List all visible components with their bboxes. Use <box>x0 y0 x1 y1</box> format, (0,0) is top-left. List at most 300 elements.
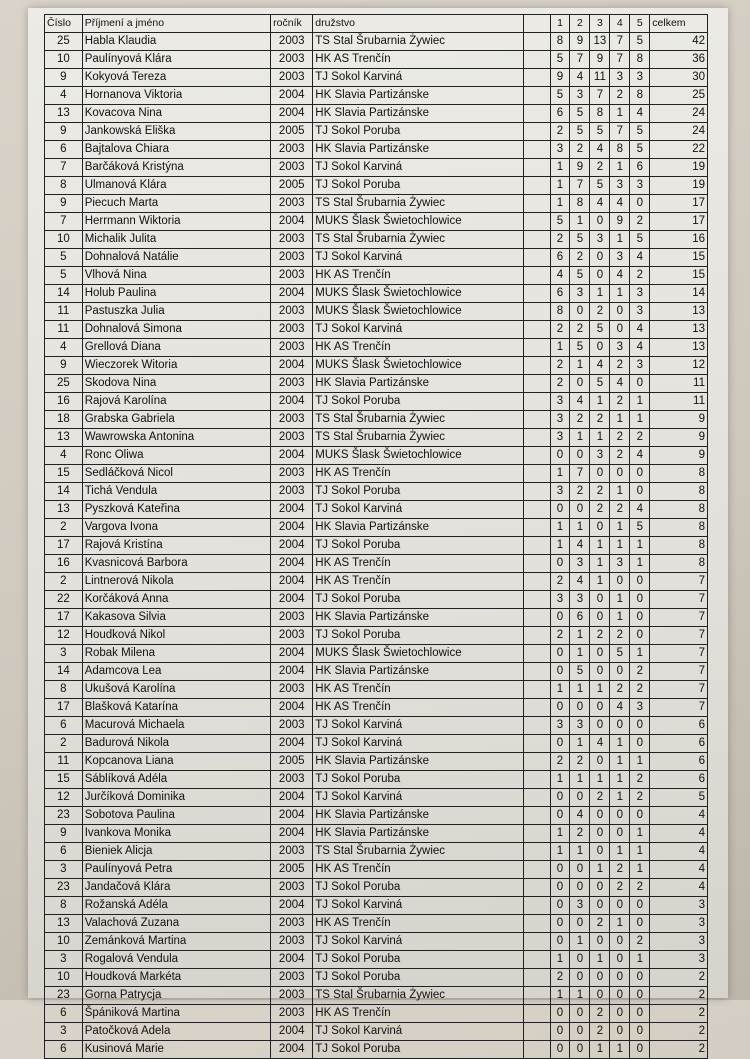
cell-score-3: 1 <box>590 771 610 789</box>
cell-total: 9 <box>650 447 708 465</box>
cell-team: MUKS Šlask Šwietochlowice <box>313 303 524 321</box>
cell-score-5: 0 <box>630 1041 650 1059</box>
table-row <box>45 375 708 393</box>
cell-gap <box>523 879 550 897</box>
cell-name: Lintnerová Nikola <box>82 573 270 591</box>
cell-gap <box>523 357 550 375</box>
cell-total: 30 <box>650 69 708 87</box>
cell-score-1: 5 <box>550 51 570 69</box>
cell-rocnik: 2003 <box>271 987 313 1005</box>
cell-score-4: 7 <box>610 123 630 141</box>
cell-score-5: 2 <box>630 663 650 681</box>
cell-score-5: 0 <box>630 573 650 591</box>
cell-total: 15 <box>650 249 708 267</box>
table-row <box>45 591 708 609</box>
cell-total: 6 <box>650 753 708 771</box>
cell-cislo: 3 <box>45 951 83 969</box>
cell-cislo: 12 <box>45 789 83 807</box>
header-cislo: Číslo <box>45 15 83 33</box>
cell-rocnik: 2004 <box>271 87 313 105</box>
cell-score-1: 0 <box>550 1005 570 1023</box>
cell-total: 3 <box>650 897 708 915</box>
table-row <box>45 303 708 321</box>
cell-gap <box>523 735 550 753</box>
cell-score-4: 2 <box>610 447 630 465</box>
cell-score-5: 4 <box>630 105 650 123</box>
table-row <box>45 69 708 87</box>
cell-total: 6 <box>650 735 708 753</box>
cell-rocnik: 2004 <box>271 357 313 375</box>
cell-score-5: 5 <box>630 123 650 141</box>
cell-total: 13 <box>650 303 708 321</box>
cell-rocnik: 2003 <box>271 879 313 897</box>
cell-team: TJ Sokol Poruba <box>313 483 524 501</box>
cell-score-4: 9 <box>610 213 630 231</box>
cell-rocnik: 2003 <box>271 159 313 177</box>
cell-team: HK Slavia Partizánske <box>313 663 524 681</box>
cell-score-5: 2 <box>630 879 650 897</box>
cell-score-4: 1 <box>610 843 630 861</box>
cell-name: Rajová Kristína <box>82 537 270 555</box>
cell-score-5: 0 <box>630 969 650 987</box>
cell-score-1: 2 <box>550 123 570 141</box>
cell-total: 11 <box>650 375 708 393</box>
cell-name: Kovacova Nina <box>82 105 270 123</box>
cell-score-5: 3 <box>630 699 650 717</box>
cell-team: TJ Sokol Poruba <box>313 969 524 987</box>
cell-name: Macurová Michaela <box>82 717 270 735</box>
cell-score-3: 5 <box>590 177 610 195</box>
cell-cislo: 10 <box>45 51 83 69</box>
cell-cislo: 11 <box>45 321 83 339</box>
cell-score-5: 3 <box>630 303 650 321</box>
cell-score-1: 0 <box>550 735 570 753</box>
cell-score-4: 4 <box>610 267 630 285</box>
cell-total: 7 <box>650 663 708 681</box>
cell-rocnik: 2004 <box>271 213 313 231</box>
cell-name: Kakasova Silvia <box>82 609 270 627</box>
cell-score-2: 0 <box>570 1023 590 1041</box>
table-row <box>45 141 708 159</box>
cell-score-3: 2 <box>590 627 610 645</box>
cell-team: TJ Sokol Karviná <box>313 789 524 807</box>
cell-name: Adamcova Lea <box>82 663 270 681</box>
cell-team: HK AS Trenčín <box>313 267 524 285</box>
cell-score-4: 0 <box>610 951 630 969</box>
cell-gap <box>523 195 550 213</box>
cell-score-5: 1 <box>630 411 650 429</box>
cell-cislo: 4 <box>45 339 83 357</box>
cell-score-4: 1 <box>610 159 630 177</box>
cell-score-5: 1 <box>630 861 650 879</box>
cell-name: Grellová Diana <box>82 339 270 357</box>
cell-team: HK AS Trenčín <box>313 339 524 357</box>
cell-score-3: 0 <box>590 645 610 663</box>
cell-score-2: 0 <box>570 861 590 879</box>
cell-score-4: 7 <box>610 51 630 69</box>
cell-score-1: 6 <box>550 105 570 123</box>
cell-score-3: 1 <box>590 555 610 573</box>
cell-score-5: 8 <box>630 87 650 105</box>
cell-cislo: 2 <box>45 573 83 591</box>
cell-name: Pyszková Kateřina <box>82 501 270 519</box>
cell-score-1: 0 <box>550 447 570 465</box>
cell-score-1: 1 <box>550 195 570 213</box>
cell-score-1: 2 <box>550 969 570 987</box>
cell-total: 4 <box>650 861 708 879</box>
cell-rocnik: 2003 <box>271 321 313 339</box>
cell-score-5: 1 <box>630 951 650 969</box>
cell-rocnik: 2004 <box>271 501 313 519</box>
cell-cislo: 10 <box>45 933 83 951</box>
cell-score-3: 1 <box>590 1041 610 1059</box>
cell-score-2: 1 <box>570 681 590 699</box>
cell-score-1: 2 <box>550 627 570 645</box>
table-row <box>45 753 708 771</box>
cell-score-2: 1 <box>570 429 590 447</box>
cell-team: HK AS Trenčín <box>313 915 524 933</box>
cell-score-5: 5 <box>630 231 650 249</box>
cell-score-3: 7 <box>590 87 610 105</box>
cell-score-2: 6 <box>570 609 590 627</box>
cell-score-5: 8 <box>630 51 650 69</box>
header-s2: 2 <box>570 15 590 33</box>
cell-score-5: 0 <box>630 465 650 483</box>
cell-team: TJ Sokol Karviná <box>313 933 524 951</box>
table-row <box>45 807 708 825</box>
cell-rocnik: 2003 <box>271 429 313 447</box>
cell-cislo: 15 <box>45 465 83 483</box>
cell-team: TS Stal Šrubarnia Żywiec <box>313 33 524 51</box>
cell-gap <box>523 645 550 663</box>
cell-score-4: 1 <box>610 591 630 609</box>
cell-team: TS Stal Šrubarnia Żywiec <box>313 843 524 861</box>
cell-score-3: 1 <box>590 681 610 699</box>
cell-name: Blašková Katarína <box>82 699 270 717</box>
cell-score-3: 5 <box>590 375 610 393</box>
cell-score-1: 0 <box>550 807 570 825</box>
cell-score-4: 0 <box>610 807 630 825</box>
cell-gap <box>523 321 550 339</box>
cell-total: 7 <box>650 645 708 663</box>
cell-cislo: 8 <box>45 177 83 195</box>
cell-score-4: 4 <box>610 699 630 717</box>
cell-rocnik: 2003 <box>271 609 313 627</box>
cell-score-2: 3 <box>570 555 590 573</box>
cell-score-5: 1 <box>630 537 650 555</box>
cell-score-1: 0 <box>550 555 570 573</box>
table-row <box>45 105 708 123</box>
cell-team: TJ Sokol Poruba <box>313 591 524 609</box>
cell-total: 12 <box>650 357 708 375</box>
cell-gap <box>523 177 550 195</box>
cell-gap <box>523 33 550 51</box>
cell-total: 6 <box>650 771 708 789</box>
cell-score-5: 0 <box>630 609 650 627</box>
cell-cislo: 6 <box>45 1005 83 1023</box>
table-row <box>45 123 708 141</box>
cell-rocnik: 2004 <box>271 789 313 807</box>
cell-score-4: 2 <box>610 861 630 879</box>
cell-score-2: 3 <box>570 897 590 915</box>
cell-cislo: 9 <box>45 123 83 141</box>
cell-cislo: 14 <box>45 483 83 501</box>
cell-score-1: 3 <box>550 429 570 447</box>
cell-score-4: 0 <box>610 987 630 1005</box>
table-row <box>45 357 708 375</box>
cell-score-1: 6 <box>550 249 570 267</box>
table-row <box>45 1023 708 1041</box>
cell-name: Ivankova Monika <box>82 825 270 843</box>
cell-total: 4 <box>650 825 708 843</box>
cell-score-3: 0 <box>590 969 610 987</box>
cell-score-1: 0 <box>550 699 570 717</box>
cell-rocnik: 2003 <box>271 717 313 735</box>
table-row <box>45 933 708 951</box>
cell-score-2: 7 <box>570 465 590 483</box>
cell-team: HK Slavia Partizánske <box>313 807 524 825</box>
cell-name: Vargova Ivona <box>82 519 270 537</box>
table-row <box>45 537 708 555</box>
table-row <box>45 249 708 267</box>
cell-score-2: 0 <box>570 879 590 897</box>
cell-cislo: 16 <box>45 393 83 411</box>
cell-total: 36 <box>650 51 708 69</box>
cell-score-1: 1 <box>550 537 570 555</box>
cell-score-5: 4 <box>630 501 650 519</box>
table-row <box>45 195 708 213</box>
cell-score-3: 0 <box>590 519 610 537</box>
cell-cislo: 14 <box>45 663 83 681</box>
cell-score-5: 3 <box>630 69 650 87</box>
cell-score-2: 0 <box>570 1041 590 1059</box>
cell-score-3: 11 <box>590 69 610 87</box>
cell-team: TJ Sokol Poruba <box>313 1041 524 1059</box>
cell-total: 8 <box>650 537 708 555</box>
cell-rocnik: 2003 <box>271 465 313 483</box>
cell-score-5: 1 <box>630 843 650 861</box>
cell-score-3: 9 <box>590 51 610 69</box>
cell-name: Paulínyová Klára <box>82 51 270 69</box>
cell-cislo: 9 <box>45 69 83 87</box>
cell-cislo: 6 <box>45 141 83 159</box>
cell-score-4: 4 <box>610 195 630 213</box>
table-row <box>45 951 708 969</box>
cell-score-2: 1 <box>570 357 590 375</box>
cell-name: Kusinová Marie <box>82 1041 270 1059</box>
cell-total: 8 <box>650 519 708 537</box>
cell-rocnik: 2004 <box>271 591 313 609</box>
cell-score-4: 0 <box>610 573 630 591</box>
cell-score-4: 5 <box>610 645 630 663</box>
cell-rocnik: 2003 <box>271 51 313 69</box>
cell-rocnik: 2005 <box>271 177 313 195</box>
cell-score-4: 2 <box>610 627 630 645</box>
cell-total: 4 <box>650 807 708 825</box>
cell-cislo: 13 <box>45 915 83 933</box>
cell-rocnik: 2004 <box>271 519 313 537</box>
table-row <box>45 51 708 69</box>
cell-score-2: 3 <box>570 285 590 303</box>
table-row <box>45 789 708 807</box>
cell-score-1: 3 <box>550 483 570 501</box>
cell-total: 7 <box>650 681 708 699</box>
cell-score-4: 8 <box>610 141 630 159</box>
table-row <box>45 897 708 915</box>
cell-team: HK AS Trenčín <box>313 861 524 879</box>
cell-total: 3 <box>650 933 708 951</box>
table-row <box>45 87 708 105</box>
cell-team: TS Stal Šrubarnia Żywiec <box>313 231 524 249</box>
cell-score-2: 7 <box>570 177 590 195</box>
cell-score-1: 0 <box>550 609 570 627</box>
cell-gap <box>523 87 550 105</box>
cell-score-3: 1 <box>590 951 610 969</box>
cell-gap <box>523 123 550 141</box>
cell-cislo: 2 <box>45 735 83 753</box>
cell-total: 7 <box>650 609 708 627</box>
cell-score-4: 7 <box>610 33 630 51</box>
cell-score-4: 0 <box>610 825 630 843</box>
cell-score-2: 3 <box>570 717 590 735</box>
cell-name: Kopcanova Liana <box>82 753 270 771</box>
cell-score-4: 0 <box>610 303 630 321</box>
cell-score-1: 0 <box>550 645 570 663</box>
cell-team: TJ Sokol Karviná <box>313 897 524 915</box>
cell-score-3: 4 <box>590 735 610 753</box>
cell-cislo: 13 <box>45 501 83 519</box>
cell-total: 13 <box>650 321 708 339</box>
cell-score-2: 0 <box>570 501 590 519</box>
cell-score-1: 2 <box>550 573 570 591</box>
cell-score-4: 0 <box>610 465 630 483</box>
cell-score-4: 1 <box>610 537 630 555</box>
cell-team: TJ Sokol Poruba <box>313 771 524 789</box>
cell-cislo: 25 <box>45 375 83 393</box>
cell-cislo: 9 <box>45 195 83 213</box>
cell-name: Bieniek Alicja <box>82 843 270 861</box>
cell-cislo: 3 <box>45 1023 83 1041</box>
table-row <box>45 681 708 699</box>
cell-score-1: 3 <box>550 411 570 429</box>
cell-cislo: 6 <box>45 843 83 861</box>
cell-score-4: 2 <box>610 681 630 699</box>
cell-cislo: 7 <box>45 159 83 177</box>
cell-total: 4 <box>650 879 708 897</box>
cell-rocnik: 2005 <box>271 861 313 879</box>
cell-score-5: 4 <box>630 339 650 357</box>
cell-gap <box>523 789 550 807</box>
cell-total: 8 <box>650 555 708 573</box>
cell-name: Herrmann Wiktoria <box>82 213 270 231</box>
cell-cislo: 17 <box>45 699 83 717</box>
cell-score-5: 2 <box>630 933 650 951</box>
cell-score-4: 0 <box>610 717 630 735</box>
cell-total: 6 <box>650 717 708 735</box>
cell-name: Pastuszka Julia <box>82 303 270 321</box>
cell-score-1: 2 <box>550 357 570 375</box>
cell-gap <box>523 591 550 609</box>
cell-team: HK Slavia Partizánske <box>313 87 524 105</box>
cell-total: 19 <box>650 159 708 177</box>
cell-score-1: 0 <box>550 861 570 879</box>
cell-total: 7 <box>650 591 708 609</box>
cell-total: 9 <box>650 411 708 429</box>
cell-rocnik: 2003 <box>271 681 313 699</box>
cell-score-3: 4 <box>590 195 610 213</box>
cell-cislo: 18 <box>45 411 83 429</box>
cell-name: Kvasnicová Barbora <box>82 555 270 573</box>
cell-name: Ukušová Karolína <box>82 681 270 699</box>
cell-gap <box>523 519 550 537</box>
cell-total: 25 <box>650 87 708 105</box>
header-rocnik: ročník <box>271 15 313 33</box>
cell-gap <box>523 951 550 969</box>
cell-cislo: 4 <box>45 87 83 105</box>
cell-gap <box>523 303 550 321</box>
cell-score-4: 3 <box>610 69 630 87</box>
table-row <box>45 501 708 519</box>
table-row <box>45 159 708 177</box>
cell-gap <box>523 861 550 879</box>
cell-score-4: 1 <box>610 411 630 429</box>
cell-team: HK AS Trenčín <box>313 573 524 591</box>
cell-score-2: 2 <box>570 825 590 843</box>
table-row <box>45 717 708 735</box>
cell-cislo: 5 <box>45 267 83 285</box>
cell-team: HK Slavia Partizánske <box>313 825 524 843</box>
paper-sheet <box>28 8 728 1055</box>
cell-team: MUKS Šlask Šwietochlowice <box>313 285 524 303</box>
cell-score-3: 0 <box>590 753 610 771</box>
cell-score-3: 0 <box>590 987 610 1005</box>
cell-total: 8 <box>650 501 708 519</box>
cell-score-2: 3 <box>570 591 590 609</box>
cell-score-1: 1 <box>550 339 570 357</box>
cell-score-2: 0 <box>570 969 590 987</box>
cell-score-1: 8 <box>550 303 570 321</box>
cell-gap <box>523 213 550 231</box>
cell-name: Jankowská Eliška <box>82 123 270 141</box>
cell-score-3: 0 <box>590 699 610 717</box>
cell-name: Badurová Nikola <box>82 735 270 753</box>
cell-score-3: 2 <box>590 501 610 519</box>
cell-gap <box>523 285 550 303</box>
cell-score-5: 0 <box>630 195 650 213</box>
cell-cislo: 3 <box>45 645 83 663</box>
cell-cislo: 17 <box>45 609 83 627</box>
cell-rocnik: 2003 <box>271 771 313 789</box>
cell-team: TJ Sokol Poruba <box>313 879 524 897</box>
cell-score-2: 2 <box>570 483 590 501</box>
cell-score-3: 0 <box>590 591 610 609</box>
cell-score-4: 3 <box>610 555 630 573</box>
header-s3: 3 <box>590 15 610 33</box>
cell-score-4: 1 <box>610 753 630 771</box>
cell-cislo: 15 <box>45 771 83 789</box>
cell-score-4: 2 <box>610 393 630 411</box>
cell-score-1: 1 <box>550 681 570 699</box>
cell-total: 2 <box>650 1023 708 1041</box>
cell-cislo: 6 <box>45 717 83 735</box>
cell-score-3: 1 <box>590 861 610 879</box>
cell-gap <box>523 267 550 285</box>
table-row <box>45 915 708 933</box>
cell-rocnik: 2003 <box>271 141 313 159</box>
cell-score-4: 0 <box>610 969 630 987</box>
cell-total: 2 <box>650 969 708 987</box>
table-row <box>45 213 708 231</box>
